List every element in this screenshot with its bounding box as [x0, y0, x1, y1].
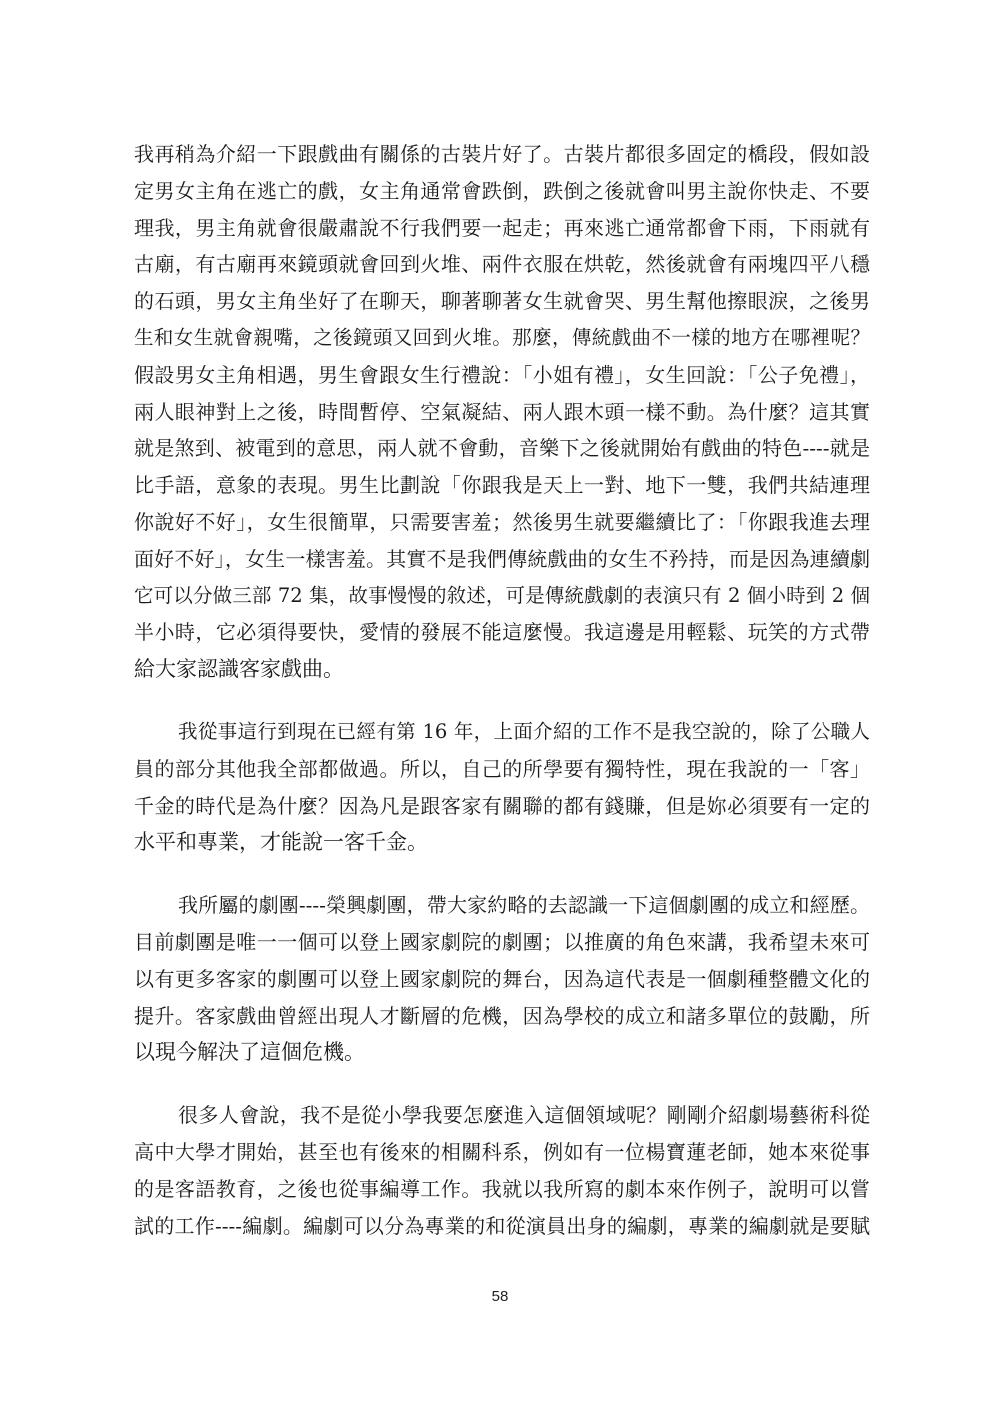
text-line: 以有更多客家的劇團可以登上國家劇院的舞台，因為這代表是一個劇種整體文化的 — [134, 966, 870, 991]
text-line: 千金的時代是為什麼？因為凡是跟客家有關聯的都有錢賺，但是妳必須要有一定的 — [134, 793, 870, 818]
text-line: 目前劇團是唯一一個可以登上國家劇院的劇團；以推廣的角色來講，我希望未來可 — [134, 929, 870, 954]
text-line: 理我，男主角就會很嚴肅說不行我們要一起走；再來逃亡通常都會下雨，下雨就有 — [134, 215, 870, 240]
text-line: 很多人會說，我不是從小學我要怎麼進入這個領域呢？剛剛介紹劇場藝術科從 — [178, 1103, 870, 1128]
text-line: 古廟，有古廟再來鏡頭就會回到火堆、兩件衣服在烘乾，然後就會有兩塊四平八穩 — [134, 252, 870, 277]
paragraph-3 — [134, 887, 870, 1071]
text-line: 你說好不好」，女生很簡單，只需要害羞；然後男生就要繼續比了：「你跟我進去理 — [134, 509, 870, 534]
paragraph-2 — [134, 714, 870, 861]
text-line: 我所屬的劇團----榮興劇團，帶大家約略的去認識一下這個劇團的成立和經歷。 — [178, 893, 870, 918]
text-line: 假設男女主角相遇，男生會跟女生行禮說：「小姐有禮」，女生回說：「公子免禮」， — [134, 362, 870, 387]
text-line: 生和女生就會親嘴，之後鏡頭又回到火堆。那麼，傳統戲曲不一樣的地方在哪裡呢？ — [134, 325, 870, 349]
text-line: 半小時，它必須得要快，愛情的發展不能這麼慢。我這邊是用輕鬆、玩笑的方式帶 — [134, 620, 870, 645]
text-line: 員的部分其他我全部都做過。所以，自己的所學要有獨特性，現在我說的一「客」 — [134, 756, 870, 781]
text-line: 的是客語教育，之後也從事編導工作。我就以我所寫的劇本來作例子，說明可以嘗 — [134, 1176, 870, 1201]
page-number: 58 — [491, 1288, 509, 1305]
text-line: 給大家認識客家戲曲。 — [134, 657, 344, 682]
paragraph-4 — [134, 1097, 870, 1244]
paragraph-spacer — [134, 688, 870, 714]
text-line: 就是煞到、被電到的意思，兩人就不會動，音樂下之後就開始有戲曲的特色----就是 — [134, 436, 870, 461]
text-line: 它可以分做三部 72 集，故事慢慢的敘述，可是傳統戲劇的表演只有 2 個小時到 2 個 — [134, 583, 870, 607]
text-line: 我從事這行到現在已經有第 16 年，上面介紹的工作不是我空說的，除了公職人 — [178, 719, 870, 743]
text-line: 高中大學才開始，甚至也有後來的相關科系，例如有一位楊寶蓮老師，她本來從事 — [134, 1139, 870, 1164]
text-line: 兩人眼神對上之後，時間暫停、空氣凝結、兩人跟木頭一樣不動。為什麼？這其實 — [134, 399, 870, 424]
text-line: 提升。客家戲曲曾經出現人才斷層的危機，因為學校的成立和諸多單位的鼓勵，所 — [134, 1003, 870, 1028]
text-line: 比手語，意象的表現。男生比劃說「你跟我是天上一對、地下一雙，我們共結連理 — [134, 473, 870, 498]
text-line: 我再稍為介紹一下跟戲曲有關係的古裝片好了。古裝片都很多固定的橋段，假如設 — [134, 142, 870, 166]
document-body — [134, 136, 870, 1244]
text-line: 以現今解決了這個危機。 — [134, 1040, 365, 1065]
text-line: 水平和專業，才能說一客千金。 — [134, 830, 428, 855]
paragraph-spacer — [134, 1071, 870, 1097]
text-line: 的石頭，男女主角坐好了在聊天，聊著聊著女生就會哭、男生幫他擦眼淚，之後男 — [134, 289, 870, 314]
text-line: 面好不好」，女生一樣害羞。其實不是我們傳統戲曲的女生不矜持，而是因為連續劇 — [134, 546, 870, 571]
text-line: 定男女主角在逃亡的戲，女主角通常會跌倒，跌倒之後就會叫男主說你快走、不要 — [134, 178, 870, 203]
paragraph-spacer — [134, 861, 870, 887]
paragraph-1 — [134, 136, 870, 688]
text-line: 試的工作----編劇。編劇可以分為專業的和從演員出身的編劇，專業的編劇就是要賦 — [134, 1213, 870, 1238]
